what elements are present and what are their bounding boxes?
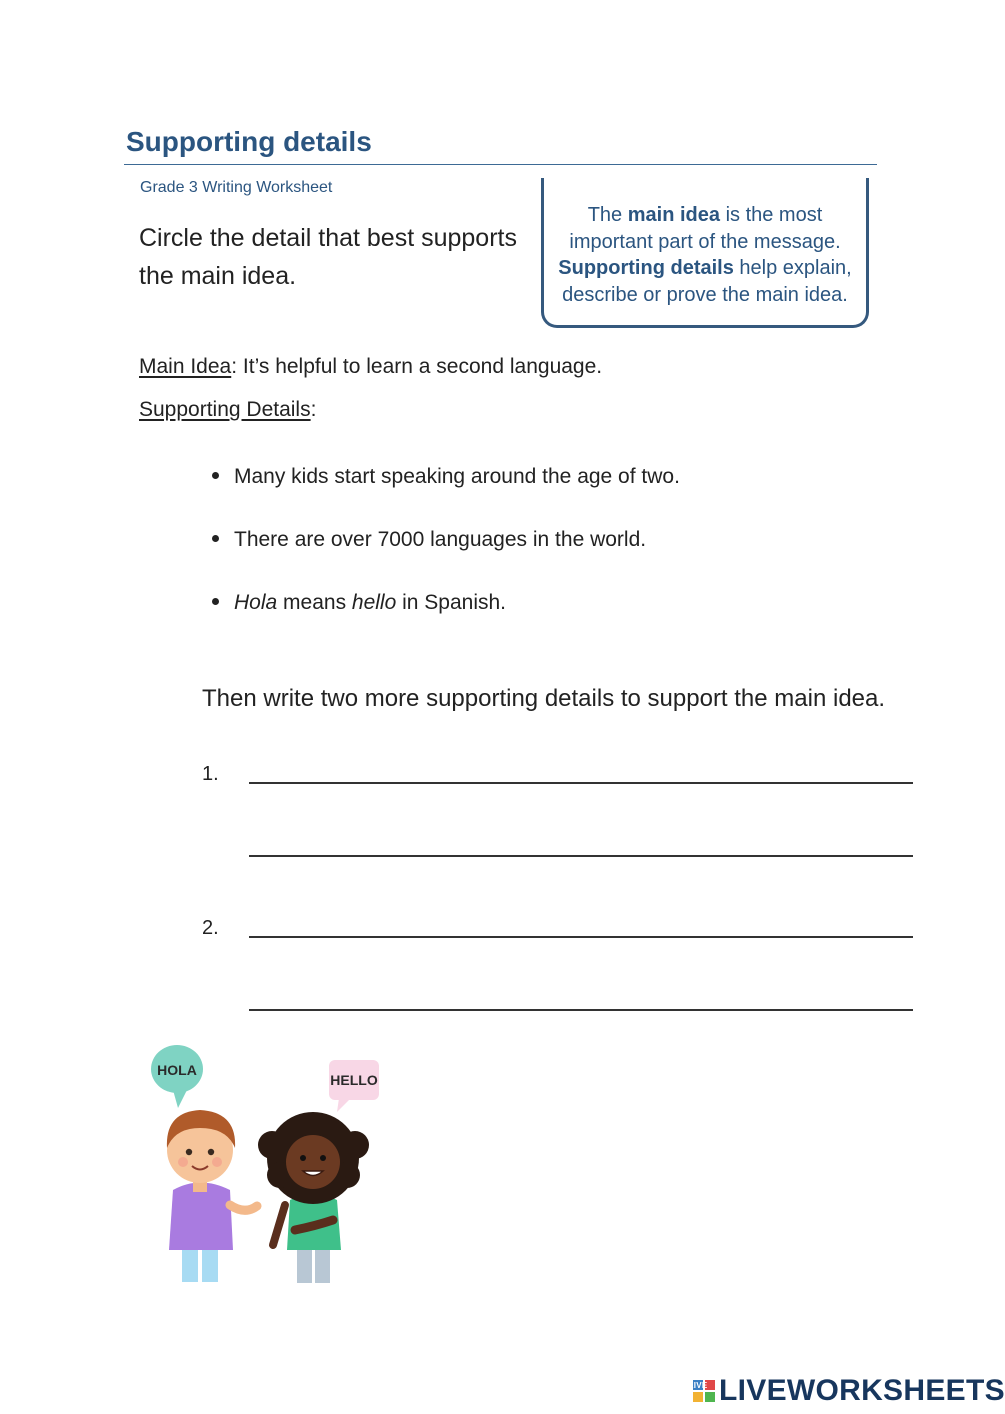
bullet-icon [212, 535, 219, 542]
main-idea-label: Main Idea [139, 355, 232, 378]
logo-text: LIVEWORKSHEETS [719, 1374, 1005, 1407]
main-idea-text: It’s helpful to learn a second language. [237, 355, 603, 378]
detail-option-1[interactable]: Many kids start speaking around the age of two. [212, 465, 680, 489]
definition-main-idea: The main idea is the most important part of the message. [569, 204, 841, 253]
page-title: Supporting details [126, 126, 372, 157]
logo-mark-letters: LIVE [688, 1381, 708, 1390]
speech-bubble-hola [151, 1045, 203, 1108]
main-idea-line: Main Idea: It’s helpful to learn a second language. [139, 355, 603, 378]
title-divider [124, 164, 877, 165]
kids-greeting-illustration [145, 1040, 385, 1285]
detail-option-3[interactable]: Hola means hello in Spanish. [212, 591, 506, 615]
writing-task-text: Then write two more supporting details to support the main idea. [202, 685, 886, 712]
supporting-details-label: Supporting Details [139, 398, 311, 421]
bullet-icon [212, 598, 219, 605]
instruction-text: Circle the detail that best supports the main idea. [139, 224, 517, 290]
supporting-details-heading: Supporting Details: [139, 398, 317, 421]
bubble-hello-text: HELLO [330, 1072, 378, 1088]
liveworksheets-mark-icon [688, 1380, 715, 1402]
answer-number-2: 2. [202, 917, 219, 939]
definition-supporting-details: Supporting details help explain, describe or prove the main idea. [558, 257, 852, 306]
detail-option-2[interactable]: There are over 7000 languages in the world. [212, 528, 646, 552]
speech-bubble-hello [329, 1060, 379, 1112]
answer-line-1b[interactable] [249, 855, 913, 857]
bubble-hola-text: HOLA [157, 1062, 197, 1078]
answer-number-1: 1. [202, 763, 219, 785]
answer-line-2b[interactable] [249, 1009, 913, 1011]
cropped-subheading: Grade 3 Writing Worksheet [140, 179, 333, 196]
boy-figure [167, 1110, 257, 1282]
definition-box [541, 178, 869, 328]
girl-figure [258, 1112, 369, 1283]
bullet-icon [212, 472, 219, 479]
liveworksheets-logo [688, 1374, 1005, 1408]
answer-line-1a[interactable] [249, 782, 913, 784]
answer-line-2a[interactable] [249, 936, 913, 938]
